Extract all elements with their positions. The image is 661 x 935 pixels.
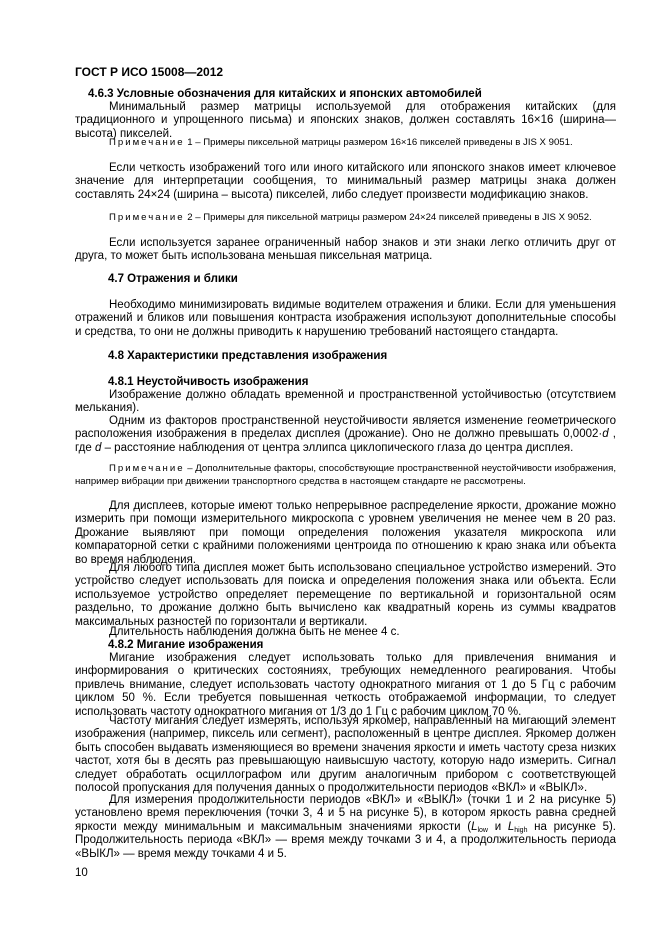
p3-part-a: Для измерения продолжительности периодов «ВКЛ» и «ВЫКЛ» (точки 1 и 2 на рисунке 5) установлено время переключения (точки 3, 4 и 5 на рисунке 5), в котором яркость равна средней яркости между минимальным и максимальным значениями яркости ( <box>75 794 616 833</box>
l-high-subscript: high <box>514 826 528 834</box>
p3-part-b: на рисунке 5). Продолжительность периода «ВКЛ» — время между точками 3 и 4, а продолжительность периода «ВЫКЛ» — время между точками 4 и 5. <box>75 820 616 860</box>
section-4-6-3-paragraph-1: Минимальный размер матрицы используемой для отображения китайских (для традиционного и упрощенного письма) и японских знаков, должен составлять 16×16 (ширина—высота) пикселей. <box>75 101 616 140</box>
p2-part-a: Одним из факторов пространственной неустойчивости является изменение геометрического расположения изображения в пределах дисплея (дрожание). Оно не должно превышать 0,0002· <box>75 415 616 441</box>
section-4-8-2-heading: 4.8.2 Мигание изображения <box>108 639 264 651</box>
p2-var-d-2: d <box>94 441 102 454</box>
section-4-8-1-paragraph-3: Для дисплеев, которые имеют только непрерывное распределение яркости, дрожание можно измерить при помощи измерительного микроскопа с уровнем увеличения не менее чем в 20 раз. Дрожание выявляют при помощи определения положения указателя микроскопа или компараторной сетки с крайними положениями центроида по отношению к краю знака или объекта во время наблюдения. <box>75 500 616 566</box>
p2-part-c: – расстояние наблюдения от центра эллипса циклопического глаза до центра дисплея. <box>101 441 574 454</box>
section-4-7-heading: 4.7 Отражения и блики <box>108 273 238 285</box>
section-4-8-1-paragraph-1: Изображение должно обладать временной и пространственной устойчивостью (отсутствием мелькания). <box>75 389 616 415</box>
section-4-8-1-paragraph-5: Длительность наблюдения должна быть не менее 4 с. <box>109 626 400 638</box>
section-4-8-2-paragraph-1: Мигание изображения следует использовать только для привлечения внимания и информирования о критических состояниях, требующих немедленного реагирования. Чтобы привлечь внимание, следует использовать частоту однократного мигания от 1 до 5 Гц с рабочим циклом 50 %. Если требуется повышенная четкость отображаемой информации, то следует использовать частоту однократного мигания от 1/3 до 1 Гц с рабочим циклом 70 %. <box>75 652 616 718</box>
note-2-label: Примечание <box>109 212 185 223</box>
l-low-subscript: low <box>477 826 488 834</box>
section-4-6-3-paragraph-2: Если четкость изображений того или иного китайского или японского знаков имеет ключевое значение для интерпретации сообщения, то минимальный размер матрицы знака должен составлять 24×24 (ширина – высота) пикселей, либо следует произвести модификацию знаков. <box>75 162 616 201</box>
note-3-label: Примечание <box>109 463 185 474</box>
l-high-symbol: L <box>507 820 515 833</box>
section-4-6-3-paragraph-3: Если используется заранее ограниченный набор знаков и эти знаки легко отличить друг от друга, то может быть использована меньшая пиксельная матрица. <box>75 237 616 263</box>
p3-and: и <box>487 820 508 833</box>
section-4-8-heading: 4.8 Характеристики представления изображения <box>108 350 388 362</box>
p2-var-d-1: d <box>602 428 609 441</box>
note-1 <box>75 136 616 149</box>
l-low-symbol: L <box>471 820 478 833</box>
section-4-8-1-heading: 4.8.1 Неустойчивость изображения <box>108 376 309 388</box>
note-2 <box>75 211 616 224</box>
note-1-text: 1 – Примеры пиксельной матрицы размером 16×16 пикселей приведены в JIS X 9051. <box>184 137 573 148</box>
document-header: ГОСТ Р ИСО 15008—2012 <box>75 65 224 79</box>
section-4-7-paragraph-1: Необходимо минимизировать видимые водителем отражения и блики. Если для уменьшения отражений и бликов или повышения контраста изображения используют дополнительные способы и средства, то они не должны приводить к нарушению требований настоящего стандарта. <box>75 299 616 338</box>
note-3 <box>75 462 616 489</box>
section-4-8-1-paragraph-2 <box>75 415 616 455</box>
section-4-6-3-heading: 4.6.3 Условные обозначения для китайских и японских автомобилей <box>88 88 482 100</box>
section-4-8-1-paragraph-4: Для любого типа дисплея может быть использовано специальное устройство измерений. Это устройство следует использовать для поиска и определения положения знака или объекта. Если используемое устройство определяет перемещение по вертикальной и горизонтальной осям раздельно, то дрожание должно быть вычислено как квадратный корень из суммы квадратов максимальных разностей по горизонтали и вертикали. <box>75 562 616 628</box>
note-1-label: Примечание <box>109 137 185 148</box>
page-number: 10 <box>75 867 88 879</box>
note-3-text: – Дополнительные факторы, способствующие пространственной неустойчивости изображения, например вибрации при движении транспортного средства в настоящем стандарте не рассмотрены. <box>75 463 616 488</box>
p2-part-b: , где <box>75 428 617 454</box>
section-4-8-2-paragraph-2: Частоту мигания следует измерять, используя яркомер, направленный на мигающий элемент изображения (например, пиксель или сегмент), расположенный в центре дисплея. Яркомер должен быть способен выдавать изменяющиеся во времени значения яркости и иметь частоту среза низких частот, хотя бы в десять раз превышающую наивысшую частоту, которую надо измерить. Сигнал следует обработать осциллографом или другим аналогичным прибором с соответствующей полосой пропускания для получения данных о продолжительности периодов «ВКЛ» и «ВЫКЛ». <box>75 715 616 795</box>
note-2-text: 2 – Примеры для пиксельной матрицы размером 24×24 пикселей приведены в JIS X 9052. <box>184 212 592 223</box>
section-4-8-2-paragraph-3 <box>75 794 616 861</box>
